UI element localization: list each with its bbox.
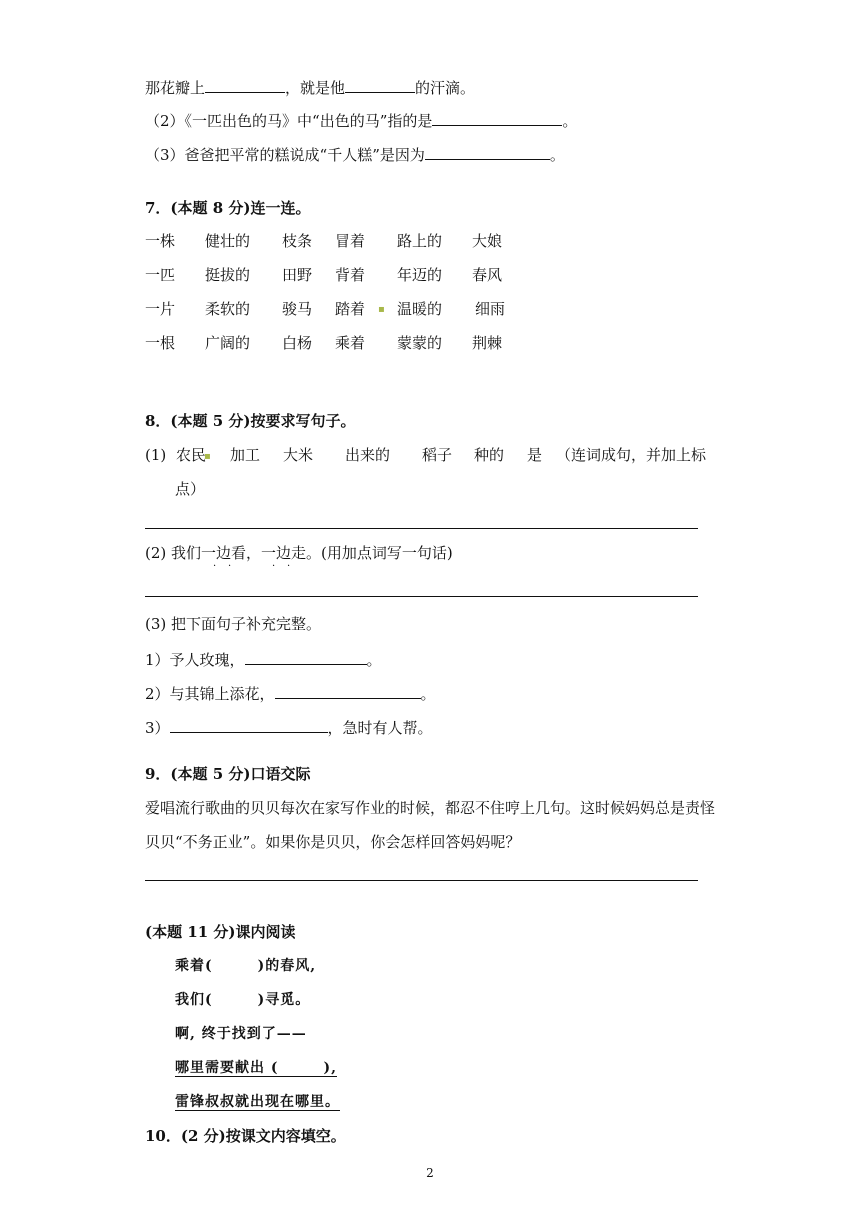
grid-cell[interactable]: 大娘: [472, 232, 503, 250]
q6-text: 。: [549, 146, 565, 164]
grid-cell[interactable]: 白杨: [282, 334, 313, 352]
poem-line-3: 啊, 终于找到了——: [175, 1026, 307, 1042]
q8-part3: (3) 把下面句子补充完整。: [145, 615, 322, 633]
grid-cell[interactable]: 年迈的: [397, 266, 443, 284]
blank[interactable]: [205, 76, 285, 93]
blank[interactable]: [345, 76, 415, 93]
instruction: （连词成句，并加上标: [556, 446, 707, 464]
blank[interactable]: [275, 682, 421, 699]
poem-line-5: 雷锋叔叔就出现在哪里。: [175, 1094, 340, 1110]
blank[interactable]: [245, 648, 367, 665]
q8-title: 8．(本题 5 分)按要求写句子。: [145, 412, 356, 430]
grid-cell[interactable]: 柔软的: [205, 300, 251, 318]
q6-text: （3）爸爸把平常的糕说成“千人糕”是因为: [145, 146, 425, 164]
poem-line-1: 乘着( )的春风,: [175, 958, 317, 974]
q9-body-line-2: 贝贝“不务正业”。如果你是贝贝，你会怎样回答妈妈呢？: [145, 833, 521, 851]
q6-line-2: [145, 109, 577, 131]
grid-cell[interactable]: 骏马: [282, 300, 313, 318]
q6-line-1: [145, 76, 475, 98]
word-card: 加工: [230, 446, 261, 464]
reading-title: (本题 11 分)课内阅读: [145, 923, 296, 941]
sentence-text: 3）: [145, 719, 170, 737]
blank[interactable]: [432, 109, 562, 126]
word-card: 稻子: [422, 446, 453, 464]
grid-cell[interactable]: 一匹: [145, 266, 176, 284]
word-card: 农民: [176, 446, 207, 464]
grid-cell[interactable]: 一株: [145, 232, 176, 250]
grid-cell[interactable]: 健壮的: [205, 232, 251, 250]
grid-cell[interactable]: 荆棘: [472, 334, 503, 352]
grid-cell[interactable]: 广阔的: [205, 334, 251, 352]
q6-text: 那花瓣上: [145, 79, 206, 97]
q8-sentence-2: [145, 682, 436, 704]
grid-cell[interactable]: 背着: [335, 266, 366, 284]
sentence-text: 。: [420, 685, 436, 703]
q6-text: ，就是他: [285, 79, 346, 97]
grid-cell[interactable]: 踏着: [335, 300, 366, 318]
grid-cell[interactable]: 路上的: [397, 232, 443, 250]
grid-cell[interactable]: 细雨: [475, 300, 506, 318]
grid-cell[interactable]: 田野: [282, 266, 313, 284]
q9-body-line-1: 爱唱流行歌曲的贝贝每次在家写作业的时候，都忍不住哼上几句。这时候妈妈总是责怪: [145, 799, 716, 817]
q6-text: 的汗滴。: [415, 79, 476, 97]
emphasis-dot: ·: [287, 561, 291, 572]
instruction: 点）: [175, 480, 206, 498]
stray-mark: ▪: [204, 451, 211, 462]
grid-cell[interactable]: 温暖的: [397, 300, 443, 318]
blank[interactable]: [425, 143, 550, 160]
q10-title: 10．(2 分)按课文内容填空。: [145, 1127, 346, 1145]
stray-mark: ▪: [378, 304, 385, 315]
q8-sentence-1: [145, 648, 382, 670]
grid-cell[interactable]: 蒙蒙的: [397, 334, 443, 352]
q6-text: （2）《一匹出色的马》中“出色的马”指的是: [145, 112, 433, 130]
q6-line-3: [145, 143, 565, 165]
emphasis-dot: ·: [213, 561, 217, 572]
word-card: 大米: [283, 446, 314, 464]
grid-cell[interactable]: 春风: [472, 266, 503, 284]
emphasis-dot: ·: [272, 561, 276, 572]
word-card: 种的: [474, 446, 505, 464]
word-card: 出来的: [345, 446, 391, 464]
blank[interactable]: [170, 716, 328, 733]
answer-line[interactable]: [145, 596, 698, 597]
part-label: (1): [145, 446, 167, 464]
grid-cell[interactable]: 一根: [145, 334, 176, 352]
page-number: 2: [426, 1166, 434, 1180]
sentence-text: 2）与其锦上添花，: [145, 685, 275, 703]
sentence-text: 。: [366, 651, 382, 669]
q6-text: 。: [562, 112, 578, 130]
q9-title: 9．(本题 5 分)口语交际: [145, 765, 311, 783]
q7-title: 7．(本题 8 分)连一连。: [145, 199, 311, 217]
answer-line[interactable]: [145, 528, 698, 529]
emphasis-dot: ·: [228, 561, 232, 572]
poem-line-2: 我们( )寻觅。: [175, 992, 311, 1008]
sentence-text: 1）予人玫瑰，: [145, 651, 245, 669]
grid-cell[interactable]: 一片: [145, 300, 176, 318]
grid-cell[interactable]: 乘着: [335, 334, 366, 352]
q8-part2: (2) 我们一边看，一边走。(用加点词写一句话): [145, 544, 453, 562]
poem-line-4: 哪里需要献出 ( ),: [175, 1060, 337, 1076]
grid-cell[interactable]: 挺拔的: [205, 266, 251, 284]
sentence-text: ，急时有人帮。: [327, 719, 433, 737]
grid-cell[interactable]: 冒着: [335, 232, 366, 250]
word-card: 是: [527, 446, 543, 464]
grid-cell[interactable]: 枝条: [282, 232, 313, 250]
q8-sentence-3: [145, 716, 433, 738]
answer-line[interactable]: [145, 880, 698, 881]
